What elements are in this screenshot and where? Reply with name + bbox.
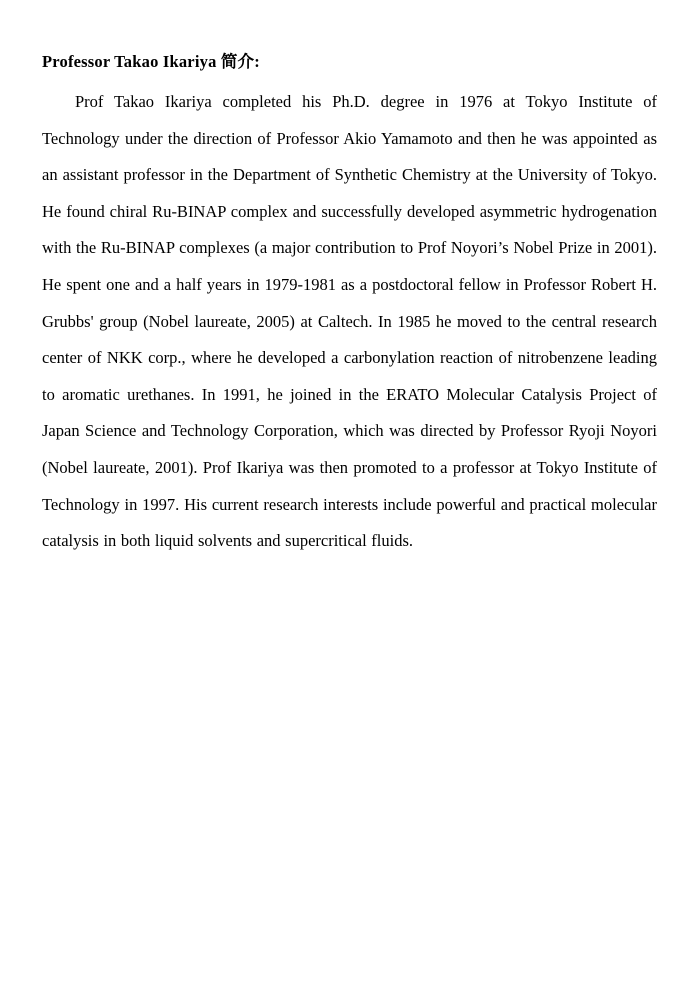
- bio-paragraph: Prof Takao Ikariya completed his Ph.D. degree in 1976 at Tokyo Institute of Technology under the direction of Professor Akio Yamamoto and then he was appointed as an assistant professor in the Department of Synthetic Chemistry at the University of Tokyo. He found chiral Ru-BINAP complex and successfully developed asymmetric hydrogenation with the Ru-BINAP complexes (a major contribution to Prof Noyori’s Nobel Prize in 2001). He spent one and a half years in 1979-1981 as a postdoctoral fellow in Professor Robert H. Grubbs' group (Nobel laureate, 2005) at Caltech. In 1985 he moved to the central research center of NKK corp., where he developed a carbonylation reaction of nitrobenzene leading to aromatic urethanes. In 1991, he joined in the ERATO Molecular Catalysis Project of Japan Science and Technology Corporation, which was directed by Professor Ryoji Noyori (Nobel laureate, 2001). Prof Ikariya was then promoted to a professor at Tokyo Institute of Technology in 1997. His current research interests include powerful and practical molecular catalysis in both liquid solvents and supercritical fluids.: [42, 92, 657, 551]
- document-heading: Professor Takao Ikariya 简介:: [42, 52, 260, 71]
